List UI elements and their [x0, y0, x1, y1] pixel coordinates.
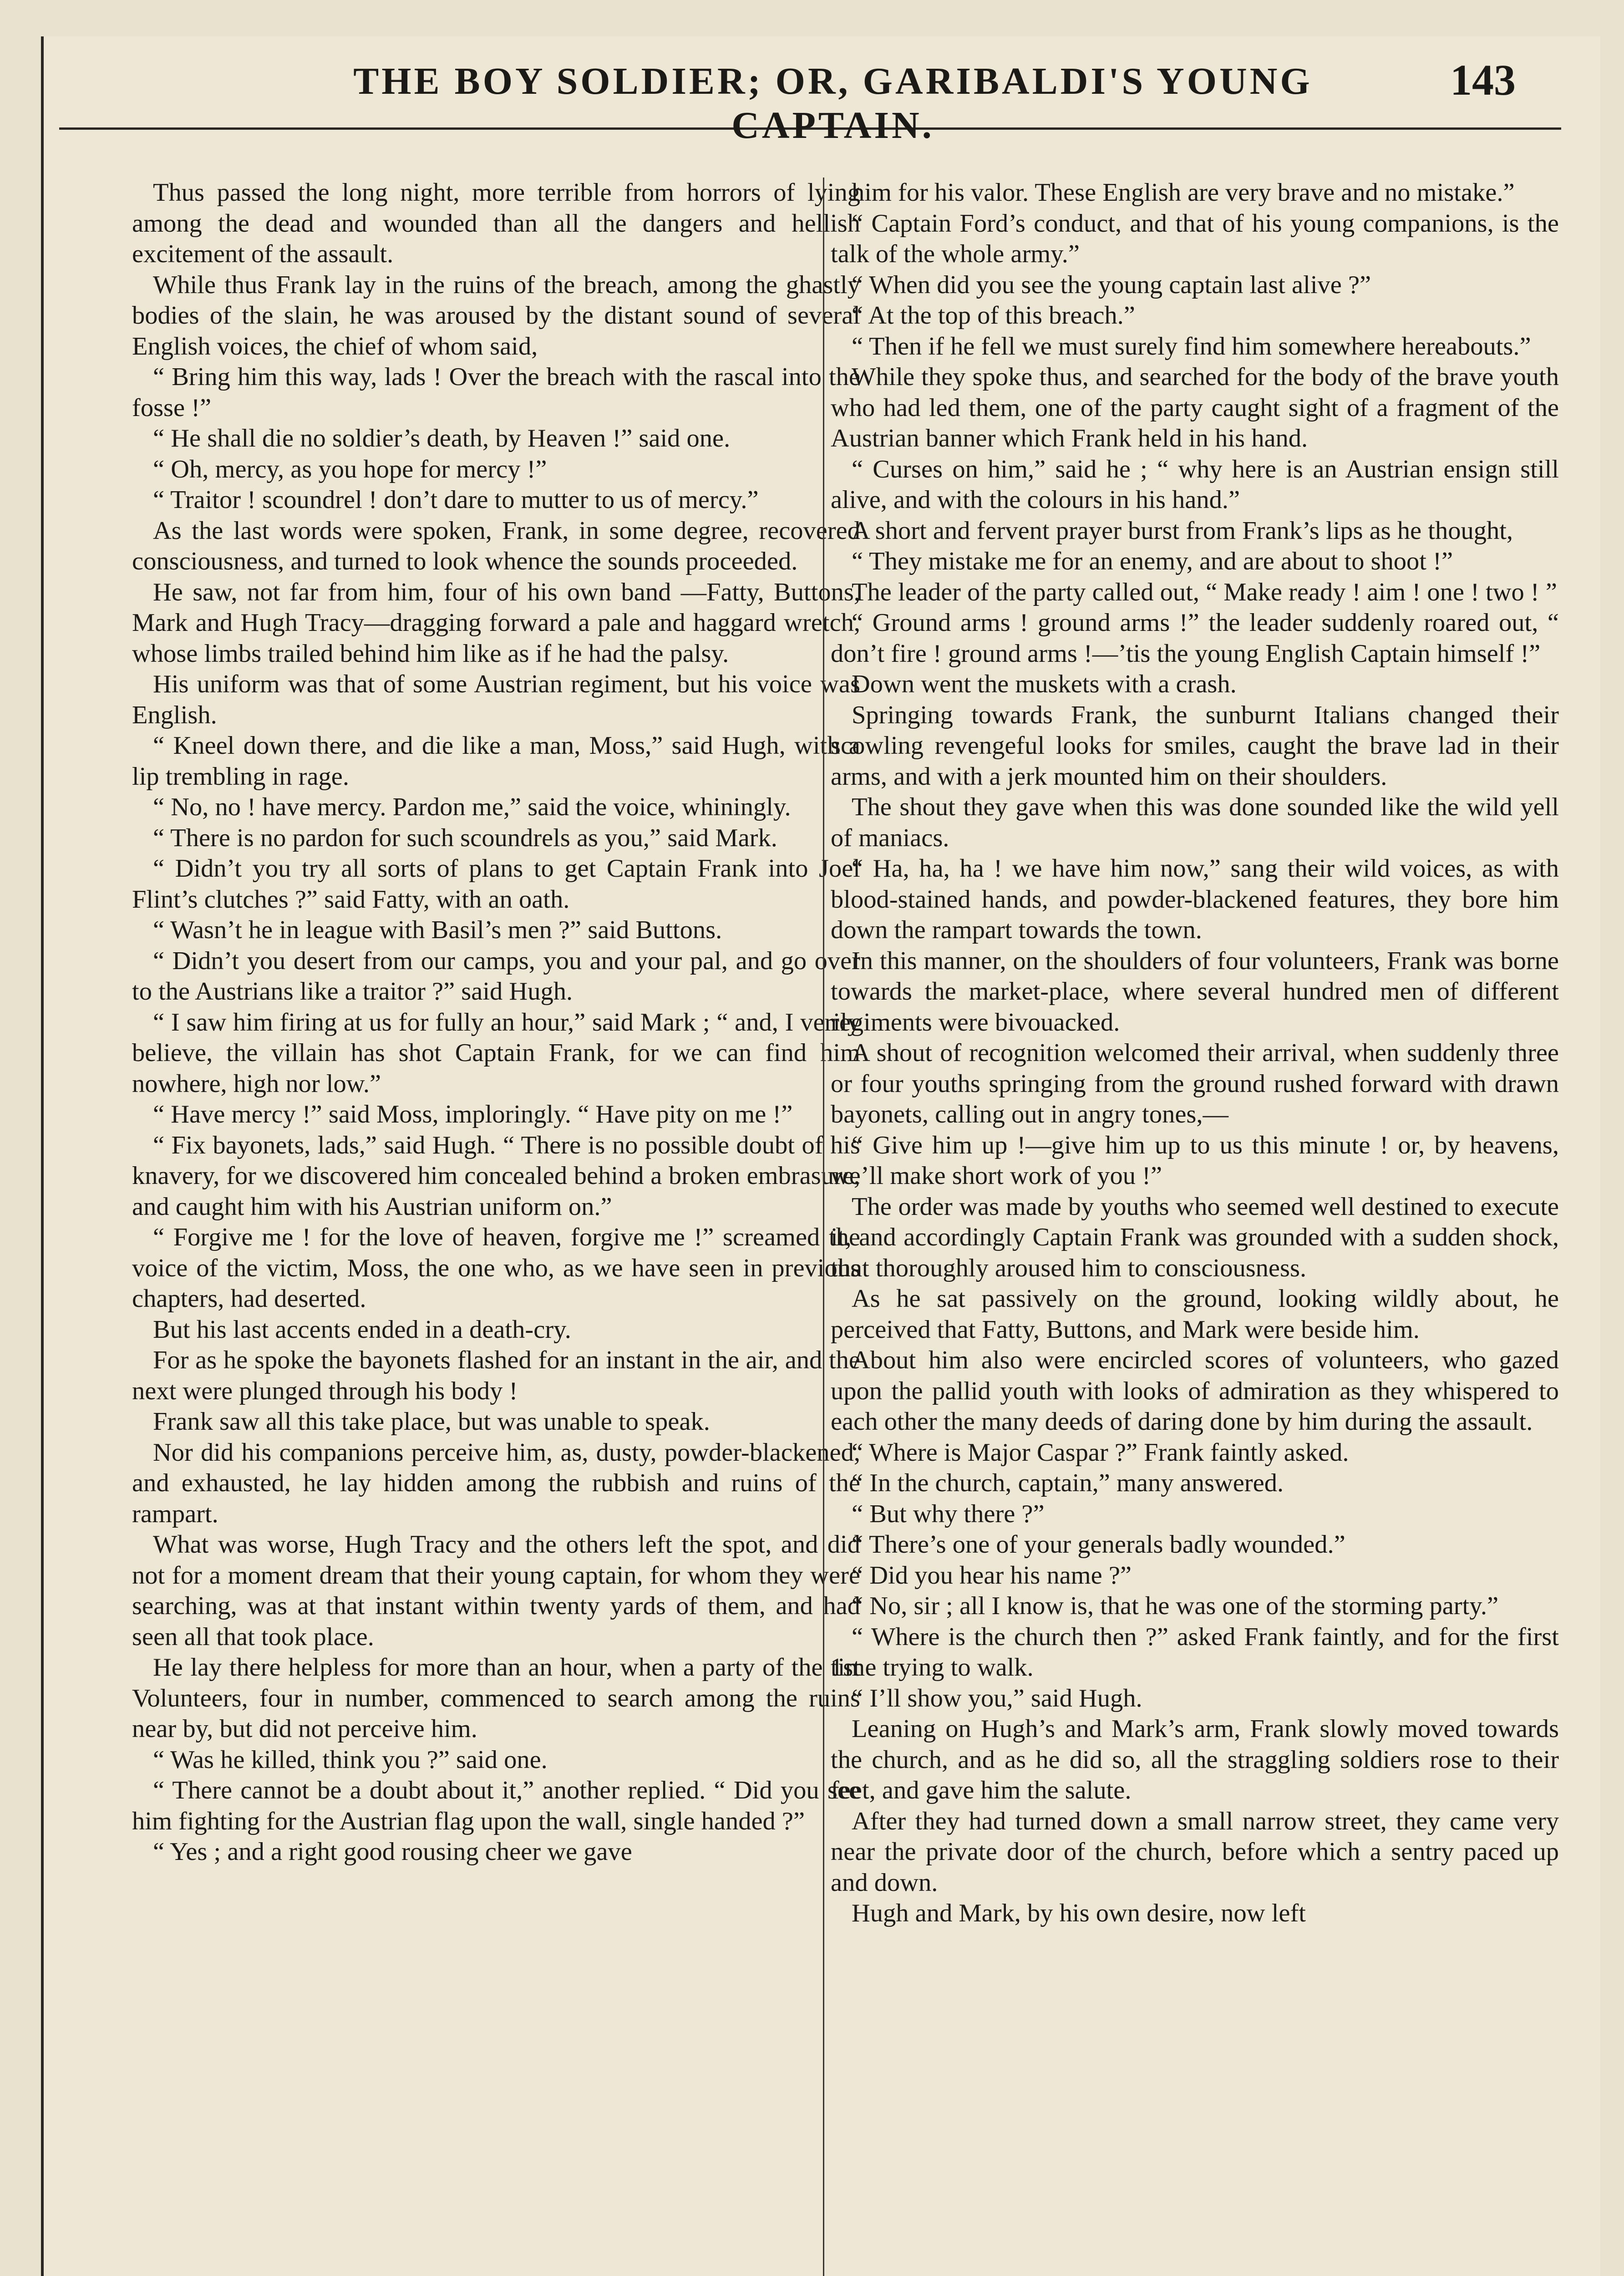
running-title: THE BOY SOLDIER; OR, GARIBALDI'S YOUNG CAPTAIN. [353, 60, 1313, 147]
paragraph: Frank saw all this take place, but was unable to speak. [153, 1407, 710, 1436]
paragraph: But his last accents ended in a death-cry. [153, 1315, 571, 1344]
left-column [132, 178, 860, 2276]
paragraph: “ Wasn’t he in league with Basil’s men ?” said Buttons. [153, 916, 722, 944]
paragraph: What was worse, Hugh Tracy and the others left the spot, and did not for a moment dream that their young captain, for whom they were searching, was at that instant within twenty yards of them, and had seen all that took place. [132, 1530, 860, 1651]
paragraph: “ Didn’t you try all sorts of plans to get Captain Frank into Joel Flint’s clutches ?” said Fatty, with an oath. [132, 854, 860, 914]
paragraph: him for his valor. These English are very brave and no mistake.” [852, 178, 1515, 207]
paragraph: Thus passed the long night, more terrible from horrors of lying among the dead and wounded than all the dangers and hellish excitement of the assault. [132, 178, 860, 268]
paragraph: “ Yes ; and a right good rousing cheer we gave [153, 1838, 632, 1866]
paragraph: “ Traitor ! scoundrel ! don’t dare to mutter to us of mercy.” [153, 486, 759, 514]
paragraph: “ Oh, mercy, as you hope for mercy !” [153, 455, 547, 483]
paragraph: “ Was he killed, think you ?” said one. [153, 1745, 548, 1774]
paragraph: As the last words were spoken, Frank, in some degree, recovered consciousness, and turned to look whence the sounds proceeded. [132, 516, 860, 575]
paragraph: “ No, no ! have mercy. Pardon me,” said the voice, whiningly. [153, 793, 791, 821]
paragraph: “ Didn’t you desert from our camps, you and your pal, and go over to the Austrians like a traitor ?” said Hugh. [132, 946, 860, 1006]
paragraph: For as he spoke the bayonets flashed for an instant in the air, and the next were plunged through his body ! [132, 1346, 860, 1405]
paragraph: Hugh and Mark, by his own desire, now left [852, 1899, 1306, 1927]
paragraph: “ Kneel down there, and die like a man, Moss,” said Hugh, with a lip trembling in rage. [132, 732, 860, 791]
paragraph: “ I saw him firing at us for fully an hour,” said Mark ; “ and, I verily believe, the villain has shot Captain Frank, for we can find him nowhere, high nor low.” [132, 1008, 860, 1098]
column-divider [823, 178, 824, 2276]
paragraph: “ Where is Major Caspar ?” Frank faintly asked. [852, 1438, 1349, 1467]
paragraph: “ But why there ?” [852, 1499, 1045, 1528]
paragraph: The order was made by youths who seemed well destined to execute it, and accordingly Captain Frank was grounded with a sudden shock, that thoroughly aroused him to consciousness. [831, 1192, 1559, 1282]
paragraph: While thus Frank lay in the ruins of the breach, among the ghastly bodies of the slain, he was aroused by the distant sound of several English voices, the chief of whom said, [132, 270, 860, 361]
paragraph: He lay there helpless for more than an hour, when a party of the 1st Volunteers, four in number, commenced to search among the ruins near by, but did not perceive him. [132, 1653, 860, 1743]
paragraph: In this manner, on the shoulders of four volunteers, Frank was borne towards the market-place, where several hundred men of different regiments were bivouacked. [831, 946, 1559, 1036]
paragraph: As he sat passively on the ground, looking wildly about, he perceived that Fatty, Buttons, and Mark were beside him. [831, 1285, 1559, 1344]
paragraph: “ Curses on him,” said he ; “ why here is an Austrian ensign still alive, and with the colours in his hand.” [831, 455, 1559, 514]
paragraph: “ Bring him this way, lads ! Over the breach with the rascal into the fosse !” [132, 363, 860, 422]
paragraph: “ In the church, captain,” many answered. [852, 1469, 1284, 1497]
paragraph: “ Give him up !—give him up to us this minute ! or, by heavens, we’ll make short work of you !” [831, 1131, 1559, 1190]
paragraph: Springing towards Frank, the sunburnt Italians changed their scowling revengeful looks for smiles, caught the brave lad in their arms, and with a jerk mounted him on their shoulders. [831, 701, 1559, 791]
paragraph: His uniform was that of some Austrian regiment, but his voice was English. [132, 670, 860, 729]
paragraph: “ At the top of this breach.” [852, 301, 1135, 330]
page-number: 143 [1450, 56, 1516, 104]
paragraph: “ Have mercy !” said Moss, imploringly. “ Have pity on me !” [153, 1100, 793, 1128]
right-column [831, 178, 1559, 2276]
paragraph: About him also were encircled scores of volunteers, who gazed upon the pallid youth with looks of admiration as they whispered to each other the many deeds of daring done by him during the assault. [831, 1346, 1559, 1436]
paragraph: The leader of the party called out, “ Make ready ! aim ! one ! two ! ” [852, 578, 1557, 606]
paragraph: “ When did you see the young captain last alive ?” [852, 270, 1371, 299]
paragraph: “ He shall die no soldier’s death, by Heaven !” said one. [153, 424, 731, 452]
paragraph: “ No, sir ; all I know is, that he was one of the storming party.” [852, 1592, 1499, 1620]
paragraph: Down went the muskets with a crash. [852, 670, 1237, 698]
paragraph: After they had turned down a small narrow street, they came very near the private door of the church, before which a sentry paced up and down. [831, 1807, 1559, 1897]
paragraph: He saw, not far from him, four of his own band —Fatty, Buttons, Mark and Hugh Tracy—dragging forward a pale and haggard wretch, whose limbs trailed behind him like as if he had the palsy. [132, 578, 860, 668]
paragraph: A short and fervent prayer burst from Frank’s lips as he thought, [852, 516, 1513, 545]
paragraph: “ They mistake me for an enemy, and are about to shoot !” [852, 547, 1453, 575]
paragraph: “ I’ll show you,” said Hugh. [852, 1684, 1142, 1712]
paragraph: “ Where is the church then ?” asked Frank faintly, and for the first time trying to walk. [831, 1622, 1559, 1682]
paragraph: “ Forgive me ! for the love of heaven, forgive me !” screamed the voice of the victim, Moss, the one who, as we have seen in previous chapters, had deserted. [132, 1223, 860, 1313]
paragraph: “ Did you hear his name ?” [852, 1561, 1132, 1590]
paragraph: While they spoke thus, and searched for the body of the brave youth who had led them, one of the party caught sight of a fragment of the Austrian banner which Frank held in his hand. [831, 363, 1559, 452]
paragraph: Leaning on Hugh’s and Mark’s arm, Frank slowly moved towards the church, and as he did so, all the straggling soldiers rose to their feet, and gave him the salute. [831, 1715, 1559, 1804]
paragraph: Nor did his companions perceive him, as, dusty, powder-blackened, and exhausted, he lay hidden among the rubbish and ruins of the rampart. [132, 1438, 860, 1528]
paragraph: “ Captain Ford’s conduct, and that of his young companions, is the talk of the whole army.” [831, 209, 1559, 268]
paragraph: “ There cannot be a doubt about it,” another replied. “ Did you see him fighting for the Austrian flag upon the wall, single handed ?” [132, 1776, 860, 1835]
paragraph: “ Fix bayonets, lads,” said Hugh. “ There is no possible doubt of his knavery, for we discovered him concealed behind a broken embrasure, and caught him with his Austrian uniform on.” [132, 1131, 860, 1221]
paragraph: The shout they gave when this was done sounded like the wild yell of maniacs. [831, 793, 1559, 852]
paragraph: “ There is no pardon for such scoundrels as you,” said Mark. [153, 823, 777, 852]
paragraph: “ Ground arms ! ground arms !” the leader suddenly roared out, “ don’t fire ! ground arms !—’tis the young English Captain himself !” [831, 609, 1559, 668]
paragraph: “ There’s one of your generals badly wounded.” [852, 1530, 1345, 1559]
paragraph: “ Ha, ha, ha ! we have him now,” sang their wild voices, as with blood-stained hands, and powder-blackened features, they bore him down the rampart towards the town. [831, 854, 1559, 944]
paragraph: “ Then if he fell we must surely find him somewhere hereabouts.” [852, 332, 1531, 361]
paragraph: A shout of recognition welcomed their arrival, when suddenly three or four youths springing from the ground rushed forward with drawn bayonets, calling out in angry tones,— [831, 1039, 1559, 1128]
